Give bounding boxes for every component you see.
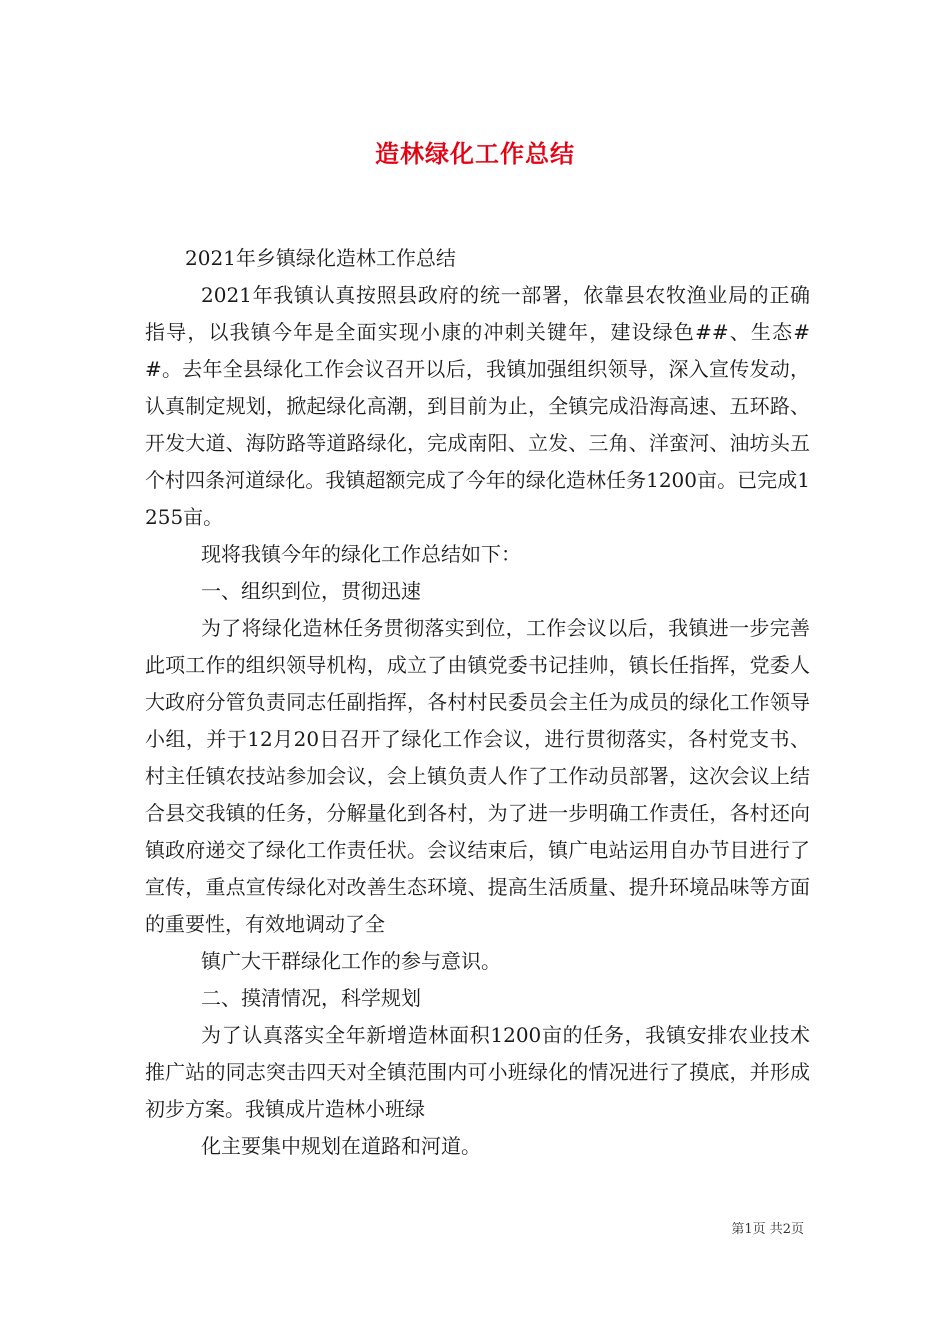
paragraph-section-2: 为了认真落实全年新增造林面积1200亩的任务，我镇安排农业技术推广站的同志突击四天对全镇范围内可小班绿化的情况进行了摸底，并形成初步方案。我镇成片造林小班绿 xyxy=(145,1023,810,1121)
paragraph-section-1: 为了将绿化造林任务贯彻落实到位，工作会议以后，我镇进一步完善此项工作的组织领导机构，成立了由镇党委书记挂帅，镇长任指挥，党委人大政府分管负责同志任副指挥，各村村民委员会主任为成员的绿化工作领导小组，并于12月20日召开了绿化工作会议，进行贯彻落实，各村党支书、村主任镇农技站参加会议，会上镇负责人作了工作动员部署，这次会议上结合县交我镇的任务，分解量化到各村，为了进一步明确工作责任，各村还向镇政府递交了绿化工作责任状。会议结束后，镇广电站运用自办节目进行了宣传，重点宣传绿化对改善生态环境、提高生活质量、提升环境品味等方面的重要性，有效地调动了全 xyxy=(145,616,810,936)
section-heading-2: 二、摸清情况，科学规划 xyxy=(201,986,421,1010)
document-title: 造林绿化工作总结 xyxy=(375,140,575,168)
paragraph-section-2-cont: 化主要集中规划在道路和河道。 xyxy=(201,1134,481,1158)
paragraph-intro: 2021年我镇认真按照县政府的统一部署，依靠县农牧渔业局的正确指导，以我镇今年是全面实现小康的冲刺关键年，建设绿色##、生态##。去年全县绿化工作会议召开以后，我镇加强组织领导，深入宣传发动，认真制定规划，掀起绿化高潮，到目前为止，全镇完成沿海高速、五环路、开发大道、海防路等道路绿化，完成南阳、立发、三角、洋蛮河、油坊头五个村四条河道绿化。我镇超额完成了今年的绿化造林任务1200亩。已完成1255亩。 xyxy=(145,283,810,529)
paragraph-summary-lead: 现将我镇今年的绿化工作总结如下： xyxy=(201,542,521,566)
paragraph-section-1-cont: 镇广大干群绿化工作的参与意识。 xyxy=(201,949,501,973)
section-heading-1: 一、组织到位，贯彻迅速 xyxy=(201,579,421,603)
document-body xyxy=(145,240,810,1165)
paragraph-subtitle: 2021年乡镇绿化造林工作总结 xyxy=(185,246,456,270)
page-number: 第1页 共2页 xyxy=(731,1222,804,1237)
